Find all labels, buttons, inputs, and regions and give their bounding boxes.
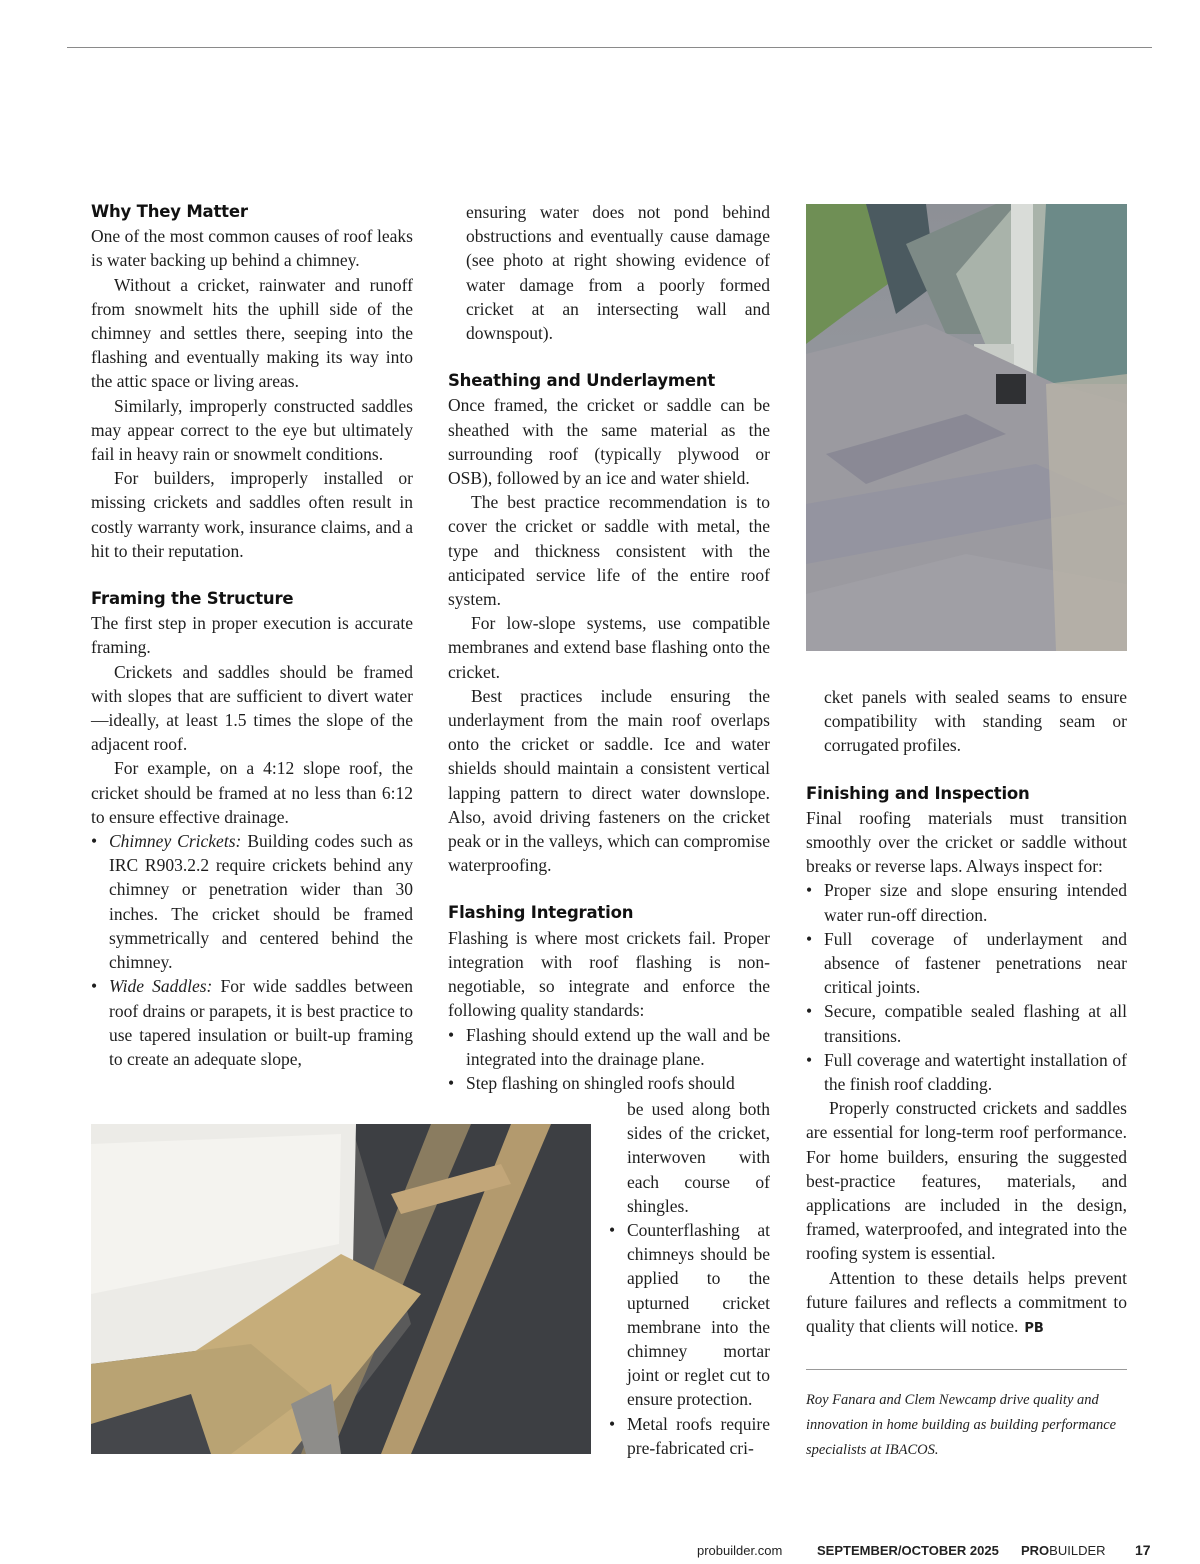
list-item: • Full coverage and watertight installation of the finish roof cladding. bbox=[806, 1048, 1127, 1096]
photo-cricket-underlayment bbox=[91, 1124, 591, 1454]
heading-framing-the-structure: Framing the Structure bbox=[91, 589, 294, 609]
photo-cricket-underlayment-image bbox=[91, 1124, 591, 1454]
article-column-1 bbox=[91, 200, 413, 1071]
list-item-continued: cket panels with sealed seams to ensure compatibility with standing seam or corrugated profiles. bbox=[824, 687, 1127, 756]
paragraph: Best practices include ensuring the underlayment from the main roof overlaps onto the cricket or saddle. Ice and water shields should maintain a consistent vertical lapping pattern to direct water downslope. Also, avoid driving fasteners on the cricket peak or in the valleys, which can compromise waterproofing. bbox=[448, 685, 770, 876]
article-column-3 bbox=[806, 685, 1127, 1341]
author-bio: Roy Fanara and Clem Newcamp drive quality and innovation in home building as building performance specialists at IBACOS. bbox=[806, 1392, 1117, 1458]
paragraph: Once framed, the cricket or saddle can be sheathed with the same material as the surrounding roof (typically plywood or OSB), followed by an ice and water shield. bbox=[448, 395, 770, 489]
paragraph: Similarly, improperly constructed saddles may appear correct to the eye but ultimately fail in heavy rain or snowmelt conditions. bbox=[91, 395, 413, 465]
list-item: • Secure, compatible sealed flashing at all transitions. bbox=[806, 999, 1127, 1047]
list-item: • Step flashing on shingled roofs should bbox=[448, 1071, 770, 1095]
paragraph: Properly constructed crickets and saddles are essential for long-term roof performance. For home builders, ensuring the suggested best-practice features, materials, and applications are included in the design, framed, waterproofed, and integrated into the roofing system is essential. bbox=[806, 1098, 1127, 1264]
article-column-2 bbox=[448, 200, 770, 1095]
heading-why-they-matter: Why They Matter bbox=[91, 202, 248, 221]
paragraph: Without a cricket, rainwater and runoff from snowmelt hits the uphill side of the chimney and settles there, seeping into the flashing and eventually making its way into the attic space or living areas. bbox=[91, 274, 413, 392]
paragraph: The best practice recommendation is to cover the cricket or saddle with metal, the type and thickness consistent with the anticipated service life of the entire roof system. bbox=[448, 492, 770, 610]
page-number: 17 bbox=[1135, 1542, 1151, 1558]
bullet-list bbox=[448, 1023, 770, 1096]
heading-sheathing-and-underlayment: Sheathing and Underlayment bbox=[448, 371, 716, 391]
photo-roof-water-damage bbox=[806, 204, 1127, 651]
heading-flashing-integration: Flashing Integration bbox=[448, 903, 634, 923]
paragraph: The first step in proper execution is accurate framing. bbox=[91, 613, 413, 658]
paragraph: For low-slope systems, use compatible membranes and extend base flashing onto the cricket. bbox=[448, 613, 770, 682]
list-item: • Metal roofs require pre-fabricated cri- bbox=[609, 1412, 770, 1460]
list-item: • Counterflashing at chimneys should be applied to the upturned cricket membrane into the chimney mortar joint or reglet cut to ensure protection. bbox=[609, 1218, 770, 1412]
bullet-list bbox=[609, 1218, 770, 1460]
footer-brand: PROBUILDER bbox=[1021, 1543, 1106, 1558]
paragraph: Crickets and saddles should be framed with slopes that are sufficient to divert water—ideally, at least 1.5 times the slope of the adjacent roof. bbox=[91, 661, 413, 755]
paragraph: Flashing is where most crickets fail. Proper integration with roof flashing is non-negotiable, so integrate and enforce the following quality standards: bbox=[448, 927, 770, 1021]
paragraph: Attention to these details helps prevent future failures and reflects a commitment to quality that clients will notice. PB bbox=[806, 1267, 1127, 1337]
paragraph: For builders, improperly installed or missing crickets and saddles often result in costly warranty work, insurance claims, and a hit to their reputation. bbox=[91, 468, 413, 561]
bullet-list bbox=[806, 878, 1127, 1096]
photo-roof-water-damage-image bbox=[806, 204, 1127, 651]
top-rule bbox=[67, 47, 1152, 48]
heading-finishing-and-inspection: Finishing and Inspection bbox=[806, 783, 1030, 803]
list-item: • Flashing should extend up the wall and be integrated into the drainage plane. bbox=[448, 1023, 770, 1071]
list-item: • Proper size and slope ensuring intended water run-off direction. bbox=[806, 878, 1127, 926]
paragraph-continued: ensuring water does not pond behind obstructions and eventually cause damage (see photo at right showing evidence of water damage from a poorly formed cricket at an intersecting wall and downspout). bbox=[466, 202, 770, 344]
list-item: • Full coverage of underlayment and absence of fastener penetrations near critical joints. bbox=[806, 927, 1127, 1000]
article-column-2-lower bbox=[609, 1097, 770, 1460]
paragraph: Final roofing materials must transition smoothly over the cricket or saddle without breaks or reverse laps. Always inspect for: bbox=[806, 807, 1127, 877]
list-item: • Wide Saddles: For wide saddles between roof drains or parapets, it is best practice to use tapered insulation or built-up framing to create an adequate slope, bbox=[91, 974, 413, 1071]
end-mark: PB bbox=[1024, 1321, 1044, 1337]
footer-issue-date: SEPTEMBER/OCTOBER 2025 bbox=[817, 1543, 999, 1558]
bio-divider bbox=[806, 1369, 1127, 1370]
paragraph: One of the most common causes of roof leaks is water backing up behind a chimney. bbox=[91, 226, 413, 271]
list-item-continued: be used along both sides of the cricket, interwoven with each course of shingles. bbox=[627, 1099, 770, 1216]
paragraph: For example, on a 4:12 slope roof, the cricket should be framed at no less than 6:12 to ensure effective drainage. bbox=[91, 758, 413, 827]
list-item: • Chimney Crickets: Building codes such as IRC R903.2.2 require crickets behind any chimney or penetration wider than 30 inches. The cricket should be framed symmetrically and centered behind the chimney. bbox=[91, 829, 413, 974]
footer-website: probuilder.com bbox=[697, 1543, 783, 1558]
bullet-list bbox=[91, 829, 413, 1071]
